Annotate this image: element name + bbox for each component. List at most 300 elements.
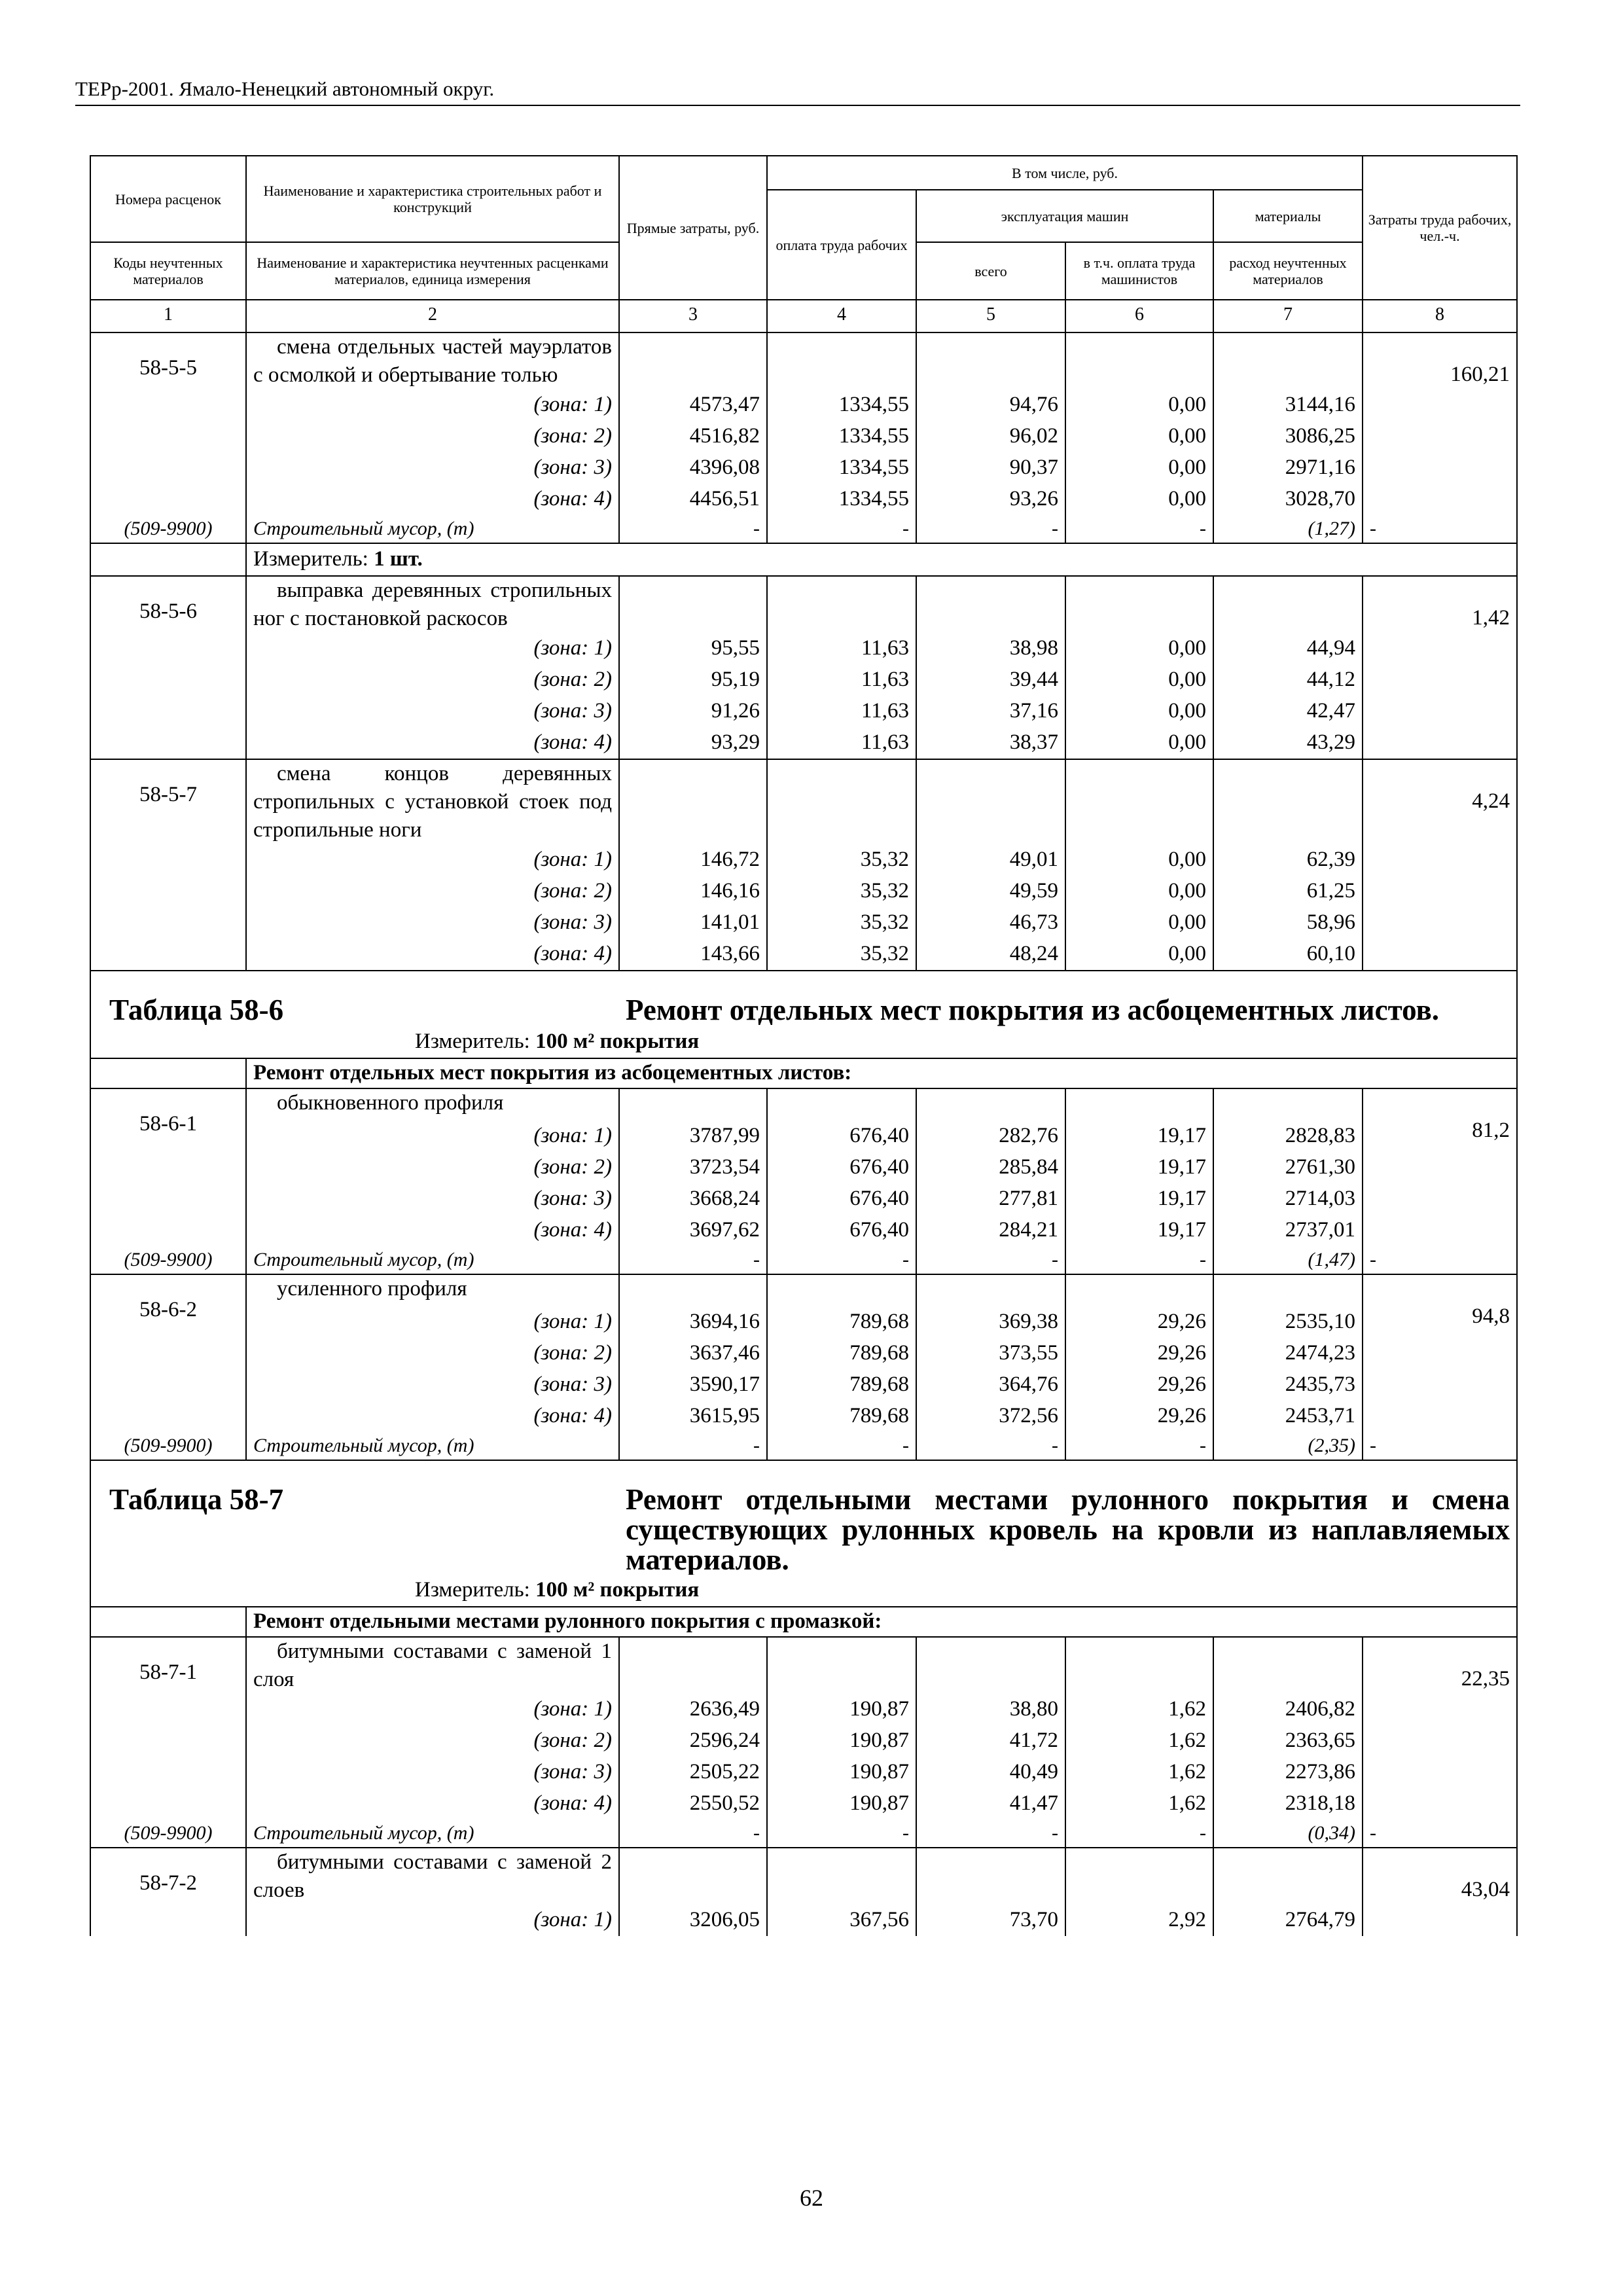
zone-value: 146,16	[619, 876, 767, 907]
col-name-bottom: Наименование и характеристика неучтенных расценками материалов, единица измерения	[246, 242, 619, 300]
empty-cell	[1065, 332, 1213, 389]
zone-value: 19,17	[1065, 1152, 1213, 1183]
zone-value: 2318,18	[1213, 1788, 1363, 1820]
zone-row	[90, 727, 1517, 759]
col-machines-labor: в т.ч. оплата труда машинистов	[1065, 242, 1213, 300]
zone-value: 373,55	[916, 1338, 1065, 1369]
zone-label: (зона: 4)	[246, 1788, 619, 1820]
dash-cell: -	[916, 515, 1065, 543]
table-title-row	[90, 1460, 1517, 1575]
empty-cell	[767, 1637, 916, 1694]
zone-value: 95,19	[619, 664, 767, 696]
zone-row	[90, 1788, 1517, 1820]
zone-value: 676,40	[767, 1121, 916, 1152]
column-number: 8	[1363, 300, 1517, 332]
empty-cell	[619, 1088, 767, 1121]
empty-cell	[916, 1848, 1065, 1905]
material-row	[90, 515, 1517, 543]
zone-value: 3694,16	[619, 1306, 767, 1338]
zone-value: 146,72	[619, 844, 767, 876]
item-name: усиленного профиля	[246, 1274, 619, 1306]
zone-value: 11,63	[767, 727, 916, 759]
zone-value: 2550,52	[619, 1788, 767, 1820]
zone-value: 48,24	[916, 939, 1065, 971]
zone-label: (зона: 3)	[246, 696, 619, 727]
measure-text	[246, 1575, 1517, 1607]
zone-row	[90, 1183, 1517, 1215]
col-labor-pay: оплата труда рабочих	[767, 190, 916, 300]
column-number: 5	[916, 300, 1065, 332]
zone-value: 60,10	[1213, 939, 1363, 971]
zone-value: 277,81	[916, 1183, 1065, 1215]
material-row	[90, 1820, 1517, 1848]
item-labor: 1,42	[1363, 576, 1517, 759]
zone-value: 0,00	[1065, 696, 1213, 727]
price-item-row	[90, 1637, 1517, 1694]
zone-label: (зона: 1)	[246, 1905, 619, 1936]
zone-value: 93,29	[619, 727, 767, 759]
item-name: смена отдельных частей мауэрлатов с осмолкой и обертывание толью	[246, 332, 619, 389]
zone-row	[90, 633, 1517, 664]
zone-value: 2596,24	[619, 1725, 767, 1757]
zone-value: 1334,55	[767, 484, 916, 515]
item-labor: 22,35	[1363, 1637, 1517, 1820]
table-title-row	[90, 971, 1517, 1026]
zone-row	[90, 484, 1517, 515]
item-code: 58-6-2	[90, 1274, 246, 1432]
dash-cell: -	[1065, 1820, 1213, 1848]
empty-cell	[619, 332, 767, 389]
zone-value: 0,00	[1065, 389, 1213, 421]
empty-cell	[90, 1058, 246, 1088]
zone-value: 3787,99	[619, 1121, 767, 1152]
item-labor: 4,24	[1363, 759, 1517, 971]
zone-value: 38,80	[916, 1694, 1065, 1725]
dash-cell: -	[619, 1820, 767, 1848]
item-labor: 81,2	[1363, 1088, 1517, 1246]
zone-value: 44,94	[1213, 633, 1363, 664]
zone-label: (зона: 1)	[246, 1121, 619, 1152]
item-labor: 160,21	[1363, 332, 1517, 515]
zone-row	[90, 1338, 1517, 1369]
zone-value: 29,26	[1065, 1338, 1213, 1369]
col-including: В том числе, руб.	[767, 156, 1363, 190]
empty-cell	[1065, 1637, 1213, 1694]
empty-cell	[90, 1607, 246, 1637]
zone-value: 0,00	[1065, 484, 1213, 515]
zone-value: 2714,03	[1213, 1183, 1363, 1215]
col-materials: материалы	[1213, 190, 1363, 242]
zone-value: 0,00	[1065, 907, 1213, 939]
zone-value: 19,17	[1065, 1183, 1213, 1215]
zone-value: 0,00	[1065, 844, 1213, 876]
zone-label: (зона: 2)	[246, 1725, 619, 1757]
zone-value: 1334,55	[767, 452, 916, 484]
zone-value: 38,98	[916, 633, 1065, 664]
measure-value: 100 м² покрытия	[535, 1030, 700, 1053]
zone-value: 190,87	[767, 1694, 916, 1725]
zone-value: 4396,08	[619, 452, 767, 484]
col-machines: эксплуатация машин	[916, 190, 1213, 242]
zone-value: 29,26	[1065, 1306, 1213, 1338]
empty-cell	[619, 1637, 767, 1694]
item-code: 58-7-1	[90, 1637, 246, 1820]
item-code: 58-5-6	[90, 576, 246, 759]
zone-row	[90, 907, 1517, 939]
zone-row	[90, 389, 1517, 421]
zone-label: (зона: 4)	[246, 939, 619, 971]
empty-cell	[619, 1274, 767, 1306]
zone-value: 676,40	[767, 1215, 916, 1246]
section-title: Ремонт отдельных мест покрытия из асбоцементных листов:	[246, 1058, 1517, 1088]
material-value: (0,34)	[1213, 1820, 1363, 1848]
zone-label: (зона: 2)	[246, 1152, 619, 1183]
zone-label: (зона: 3)	[246, 1369, 619, 1401]
zone-row	[90, 664, 1517, 696]
empty-cell	[1065, 759, 1213, 844]
running-header: ТЕРр-2001. Ямало-Ненецкий автономный округ.	[75, 77, 495, 100]
measure-row	[90, 1026, 1517, 1058]
zone-value: 2435,73	[1213, 1369, 1363, 1401]
item-labor: 94,8	[1363, 1274, 1517, 1432]
zone-value: 2363,65	[1213, 1725, 1363, 1757]
measure-row	[90, 543, 1517, 576]
zone-value: 3668,24	[619, 1183, 767, 1215]
zone-value: 38,37	[916, 727, 1065, 759]
zone-value: 11,63	[767, 696, 916, 727]
empty-cell	[767, 576, 916, 633]
price-item-row	[90, 1274, 1517, 1306]
zone-value: 19,17	[1065, 1215, 1213, 1246]
empty-cell	[916, 1637, 1065, 1694]
zone-value: 41,72	[916, 1725, 1065, 1757]
price-item-row	[90, 1848, 1517, 1905]
zone-label: (зона: 1)	[246, 389, 619, 421]
measure-row	[90, 1575, 1517, 1607]
empty-cell	[916, 759, 1065, 844]
item-name: смена концов деревянных стропильных с установкой стоек под стропильные ноги	[246, 759, 619, 844]
zone-row	[90, 1757, 1517, 1788]
material-row	[90, 1246, 1517, 1274]
zone-value: 2764,79	[1213, 1905, 1363, 1936]
zone-value: 35,32	[767, 939, 916, 971]
zone-value: 91,26	[619, 696, 767, 727]
zone-value: 4516,82	[619, 421, 767, 452]
table-body	[90, 300, 1517, 1936]
dash-cell: -	[619, 1246, 767, 1274]
material-name: Строительный мусор, (т)	[246, 1820, 619, 1848]
table-title: Ремонт отдельных мест покрытия из асбоцементных листов.	[619, 971, 1517, 1026]
zone-value: 3723,54	[619, 1152, 767, 1183]
material-code: (509-9900)	[90, 515, 246, 543]
price-item-row	[90, 332, 1517, 389]
zone-value: 62,39	[1213, 844, 1363, 876]
zone-value: 2828,83	[1213, 1121, 1363, 1152]
zone-value: 141,01	[619, 907, 767, 939]
col-machines-total: всего	[916, 242, 1065, 300]
zone-value: 4456,51	[619, 484, 767, 515]
zone-row	[90, 1369, 1517, 1401]
dash-cell: -	[916, 1246, 1065, 1274]
price-item-row	[90, 576, 1517, 633]
zone-value: 93,26	[916, 484, 1065, 515]
zone-value: 1,62	[1065, 1757, 1213, 1788]
zone-label: (зона: 2)	[246, 876, 619, 907]
empty-cell	[1213, 1088, 1363, 1121]
zone-value: 29,26	[1065, 1369, 1213, 1401]
table-label: Таблица 58-7	[90, 1460, 619, 1575]
zone-value: 3086,25	[1213, 421, 1363, 452]
material-name: Строительный мусор, (т)	[246, 1246, 619, 1274]
zone-value: 2636,49	[619, 1694, 767, 1725]
zone-value: 789,68	[767, 1306, 916, 1338]
empty-cell	[916, 1088, 1065, 1121]
empty-cell	[619, 1848, 767, 1905]
zone-row	[90, 939, 1517, 971]
zone-value: 2474,23	[1213, 1338, 1363, 1369]
zone-value: 789,68	[767, 1338, 916, 1369]
col-code-top: Номера расценок	[90, 156, 246, 242]
zone-value: 3637,46	[619, 1338, 767, 1369]
measure-label: Измеритель:	[253, 547, 368, 571]
col-materials-use: расход неучтенных материалов	[1213, 242, 1363, 300]
zone-row	[90, 452, 1517, 484]
zone-value: 49,01	[916, 844, 1065, 876]
zone-value: 73,70	[916, 1905, 1065, 1936]
zone-value: 2535,10	[1213, 1306, 1363, 1338]
section-row	[90, 1058, 1517, 1088]
zone-row	[90, 1152, 1517, 1183]
empty-cell	[90, 543, 246, 576]
zone-value: 19,17	[1065, 1121, 1213, 1152]
empty-cell	[767, 759, 916, 844]
zone-value: 44,12	[1213, 664, 1363, 696]
measure-label: Измеритель:	[415, 1030, 530, 1053]
empty-cell	[1065, 1088, 1213, 1121]
zone-value: 3697,62	[619, 1215, 767, 1246]
zone-label: (зона: 4)	[246, 727, 619, 759]
zone-label: (зона: 2)	[246, 1338, 619, 1369]
empty-cell	[1213, 1848, 1363, 1905]
empty-cell	[916, 576, 1065, 633]
item-code: 58-5-7	[90, 759, 246, 971]
zone-value: 0,00	[1065, 876, 1213, 907]
dash-cell: -	[767, 1246, 916, 1274]
zone-value: 37,16	[916, 696, 1065, 727]
zone-value: 2761,30	[1213, 1152, 1363, 1183]
dash-cell: -	[916, 1432, 1065, 1460]
empty-cell	[1213, 759, 1363, 844]
zone-value: 0,00	[1065, 452, 1213, 484]
zone-value: 29,26	[1065, 1401, 1213, 1432]
zone-value: 11,63	[767, 664, 916, 696]
empty-cell	[916, 332, 1065, 389]
zone-value: 3206,05	[619, 1905, 767, 1936]
zone-value: 190,87	[767, 1725, 916, 1757]
dash-cell: -	[1363, 1246, 1517, 1274]
zone-value: 1334,55	[767, 421, 916, 452]
dash-cell: -	[767, 1432, 916, 1460]
zone-value: 42,47	[1213, 696, 1363, 727]
zone-value: 2273,86	[1213, 1757, 1363, 1788]
zone-value: 789,68	[767, 1401, 916, 1432]
column-number: 2	[246, 300, 619, 332]
zone-value: 4573,47	[619, 389, 767, 421]
zone-label: (зона: 2)	[246, 421, 619, 452]
zone-label: (зона: 1)	[246, 1694, 619, 1725]
zone-value: 1,62	[1065, 1788, 1213, 1820]
zone-value: 282,76	[916, 1121, 1065, 1152]
material-name: Строительный мусор, (т)	[246, 515, 619, 543]
zone-value: 94,76	[916, 389, 1065, 421]
zone-label: (зона: 3)	[246, 1183, 619, 1215]
zone-value: 190,87	[767, 1757, 916, 1788]
dash-cell: -	[1363, 1432, 1517, 1460]
empty-cell	[90, 1026, 246, 1058]
dash-cell: -	[1065, 515, 1213, 543]
item-name: битумными составами с заменой 1 слоя	[246, 1637, 619, 1694]
price-item-row	[90, 1088, 1517, 1121]
zone-value: 789,68	[767, 1369, 916, 1401]
material-code: (509-9900)	[90, 1246, 246, 1274]
empty-cell	[916, 1274, 1065, 1306]
zone-value: 0,00	[1065, 727, 1213, 759]
zone-value: 367,56	[767, 1905, 916, 1936]
dash-cell: -	[619, 1432, 767, 1460]
material-row	[90, 1432, 1517, 1460]
price-table	[90, 155, 1518, 1936]
item-labor: 43,04	[1363, 1848, 1517, 1936]
zone-row	[90, 1905, 1517, 1936]
zone-value: 61,25	[1213, 876, 1363, 907]
material-code: (509-9900)	[90, 1820, 246, 1848]
zone-value: 1334,55	[767, 389, 916, 421]
zone-label: (зона: 3)	[246, 907, 619, 939]
zone-value: 90,37	[916, 452, 1065, 484]
zone-label: (зона: 1)	[246, 1306, 619, 1338]
zone-value: 285,84	[916, 1152, 1065, 1183]
zone-value: 3028,70	[1213, 484, 1363, 515]
empty-cell	[767, 1088, 916, 1121]
zone-value: 676,40	[767, 1152, 916, 1183]
empty-cell	[1065, 576, 1213, 633]
empty-cell	[1065, 1848, 1213, 1905]
zone-value: 35,32	[767, 844, 916, 876]
material-code: (509-9900)	[90, 1432, 246, 1460]
empty-cell	[619, 576, 767, 633]
zone-value: 364,76	[916, 1369, 1065, 1401]
item-name: выправка деревянных стропильных ног с постановкой раскосов	[246, 576, 619, 633]
zone-value: 3144,16	[1213, 389, 1363, 421]
page-number: 62	[800, 2185, 823, 2211]
zone-value: 2406,82	[1213, 1694, 1363, 1725]
zone-row	[90, 1306, 1517, 1338]
item-code: 58-6-1	[90, 1088, 246, 1246]
price-item-row	[90, 759, 1517, 844]
col-labor-cost: Затраты труда рабочих, чел.-ч.	[1363, 156, 1517, 300]
measure-value: 1 шт.	[374, 547, 423, 571]
dash-cell: -	[767, 1820, 916, 1848]
dash-cell: -	[619, 515, 767, 543]
header-rule	[75, 105, 1520, 106]
zone-value: 46,73	[916, 907, 1065, 939]
empty-cell	[767, 332, 916, 389]
zone-value: 2,92	[1065, 1905, 1213, 1936]
empty-cell	[1065, 1274, 1213, 1306]
zone-label: (зона: 1)	[246, 633, 619, 664]
zone-value: 40,49	[916, 1757, 1065, 1788]
zone-row	[90, 421, 1517, 452]
empty-cell	[767, 1848, 916, 1905]
dash-cell: -	[1363, 515, 1517, 543]
table-header	[90, 156, 1517, 300]
zone-value: 1,62	[1065, 1725, 1213, 1757]
zone-row	[90, 876, 1517, 907]
zone-label: (зона: 4)	[246, 1401, 619, 1432]
column-number: 1	[90, 300, 246, 332]
col-code-bottom: Коды неучтенных материалов	[90, 242, 246, 300]
zone-value: 11,63	[767, 633, 916, 664]
item-name: обыкновенного профиля	[246, 1088, 619, 1121]
empty-cell	[767, 1274, 916, 1306]
zone-row	[90, 696, 1517, 727]
zone-value: 96,02	[916, 421, 1065, 452]
zone-label: (зона: 2)	[246, 664, 619, 696]
measure-value: 100 м² покрытия	[535, 1578, 700, 1602]
zone-row	[90, 1121, 1517, 1152]
dash-cell: -	[1065, 1432, 1213, 1460]
zone-value: 95,55	[619, 633, 767, 664]
zone-value: 35,32	[767, 876, 916, 907]
zone-value: 0,00	[1065, 421, 1213, 452]
material-value: (2,35)	[1213, 1432, 1363, 1460]
zone-value: 2971,16	[1213, 452, 1363, 484]
zone-row	[90, 1725, 1517, 1757]
zone-value: 190,87	[767, 1788, 916, 1820]
zone-label: (зона: 4)	[246, 484, 619, 515]
column-number: 3	[619, 300, 767, 332]
zone-value: 3615,95	[619, 1401, 767, 1432]
col-name-top: Наименование и характеристика строительных работ и конструкций	[246, 156, 619, 242]
empty-cell	[90, 1575, 246, 1607]
empty-cell	[1213, 576, 1363, 633]
col-direct: Прямые затраты, руб.	[619, 156, 767, 300]
zone-label: (зона: 3)	[246, 1757, 619, 1788]
material-value: (1,47)	[1213, 1246, 1363, 1274]
zone-label: (зона: 1)	[246, 844, 619, 876]
zone-value: 2453,71	[1213, 1401, 1363, 1432]
zone-label: (зона: 4)	[246, 1215, 619, 1246]
empty-cell	[1213, 1637, 1363, 1694]
zone-value: 284,21	[916, 1215, 1065, 1246]
zone-value: 676,40	[767, 1183, 916, 1215]
zone-value: 39,44	[916, 664, 1065, 696]
empty-cell	[1213, 1274, 1363, 1306]
measure-label: Измеритель:	[415, 1578, 530, 1602]
zone-value: 49,59	[916, 876, 1065, 907]
dash-cell: -	[767, 515, 916, 543]
zone-value: 0,00	[1065, 633, 1213, 664]
measure-text	[246, 1026, 1517, 1058]
column-number: 6	[1065, 300, 1213, 332]
zone-value: 143,66	[619, 939, 767, 971]
zone-value: 0,00	[1065, 664, 1213, 696]
section-title: Ремонт отдельными местами рулонного покрытия с промазкой:	[246, 1607, 1517, 1637]
material-value: (1,27)	[1213, 515, 1363, 543]
column-number: 7	[1213, 300, 1363, 332]
zone-value: 43,29	[1213, 727, 1363, 759]
zone-value: 2737,01	[1213, 1215, 1363, 1246]
